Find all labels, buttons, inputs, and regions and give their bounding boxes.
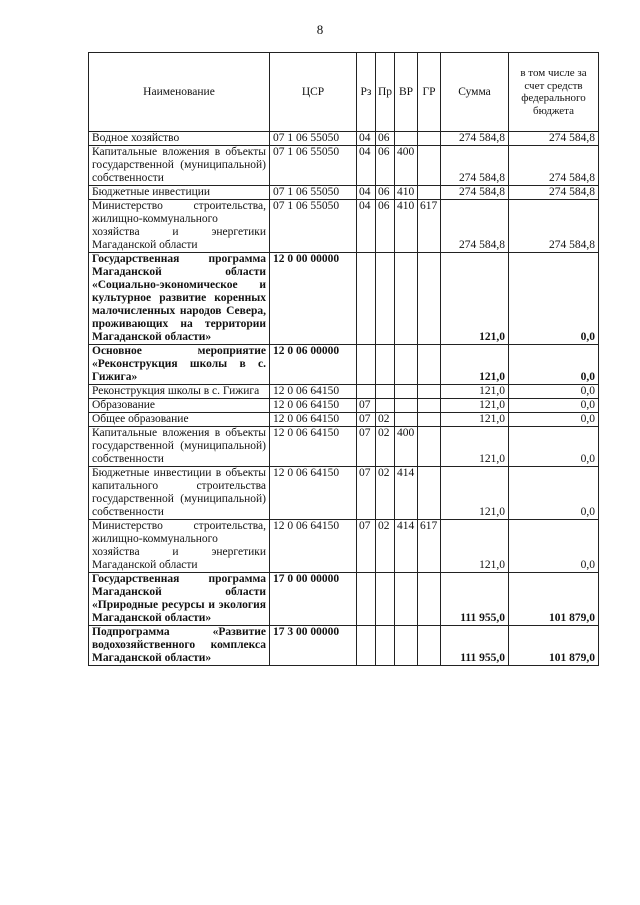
header-vr: ВР bbox=[395, 53, 418, 132]
table-body bbox=[89, 132, 599, 666]
cell-pr: 02 bbox=[376, 427, 395, 467]
cell-rz bbox=[357, 253, 376, 345]
cell-sum: 121,0 bbox=[441, 253, 509, 345]
cell-name: Капитальные вложения в объекты государственной (муниципальной) собственности bbox=[89, 427, 270, 467]
cell-fed: 0,0 bbox=[509, 399, 599, 413]
table-row bbox=[89, 573, 599, 626]
header-rz: Рз bbox=[357, 53, 376, 132]
cell-rz: 04 bbox=[357, 186, 376, 200]
cell-sum: 121,0 bbox=[441, 385, 509, 399]
cell-pr: 02 bbox=[376, 467, 395, 520]
cell-sum: 274 584,8 bbox=[441, 186, 509, 200]
cell-csr: 07 1 06 55050 bbox=[270, 146, 357, 186]
cell-csr: 12 0 06 64150 bbox=[270, 413, 357, 427]
cell-csr: 12 0 06 00000 bbox=[270, 345, 357, 385]
cell-rz: 04 bbox=[357, 132, 376, 146]
cell-pr: 02 bbox=[376, 413, 395, 427]
cell-gr bbox=[418, 573, 441, 626]
cell-fed: 0,0 bbox=[509, 345, 599, 385]
cell-gr bbox=[418, 626, 441, 666]
cell-rz bbox=[357, 626, 376, 666]
cell-gr bbox=[418, 345, 441, 385]
header-row bbox=[89, 53, 599, 132]
cell-sum: 121,0 bbox=[441, 413, 509, 427]
cell-vr: 410 bbox=[395, 200, 418, 253]
cell-rz bbox=[357, 573, 376, 626]
cell-vr bbox=[395, 253, 418, 345]
cell-sum: 121,0 bbox=[441, 467, 509, 520]
cell-pr: 06 bbox=[376, 132, 395, 146]
header-federal: в том числе за счет средств федерального бюджета bbox=[509, 53, 599, 132]
cell-name: Бюджетные инвестиции в объекты капитального строительства государственной (муниципальной) собственности bbox=[89, 467, 270, 520]
cell-name: Государственная программа Магаданской области «Социально-экономическое и культурное развитие коренных малочисленных народов Севера, проживающих на территории Магаданской области» bbox=[89, 253, 270, 345]
header-csr: ЦСР bbox=[270, 53, 357, 132]
cell-rz: 07 bbox=[357, 520, 376, 573]
cell-csr: 12 0 06 64150 bbox=[270, 467, 357, 520]
table-row bbox=[89, 427, 599, 467]
cell-fed: 101 879,0 bbox=[509, 573, 599, 626]
header-name: Наименование bbox=[89, 53, 270, 132]
table-row bbox=[89, 186, 599, 200]
cell-rz: 07 bbox=[357, 413, 376, 427]
cell-rz bbox=[357, 385, 376, 399]
cell-sum: 111 955,0 bbox=[441, 626, 509, 666]
cell-gr bbox=[418, 132, 441, 146]
cell-name: Водное хозяйство bbox=[89, 132, 270, 146]
table-row bbox=[89, 413, 599, 427]
cell-sum: 121,0 bbox=[441, 427, 509, 467]
cell-vr: 400 bbox=[395, 146, 418, 186]
table-row bbox=[89, 146, 599, 186]
cell-vr bbox=[395, 399, 418, 413]
table-row bbox=[89, 200, 599, 253]
cell-csr: 07 1 06 55050 bbox=[270, 132, 357, 146]
cell-pr: 06 bbox=[376, 186, 395, 200]
cell-pr: 06 bbox=[376, 146, 395, 186]
cell-sum: 121,0 bbox=[441, 345, 509, 385]
cell-rz: 07 bbox=[357, 427, 376, 467]
table-row bbox=[89, 253, 599, 345]
table-row bbox=[89, 345, 599, 385]
cell-pr bbox=[376, 385, 395, 399]
cell-gr bbox=[418, 186, 441, 200]
header-pr: Пр bbox=[376, 53, 395, 132]
cell-fed: 0,0 bbox=[509, 253, 599, 345]
cell-gr bbox=[418, 399, 441, 413]
cell-vr bbox=[395, 132, 418, 146]
cell-pr: 06 bbox=[376, 200, 395, 253]
cell-name: Государственная программа Магаданской области «Природные ресурсы и экология Магаданской области» bbox=[89, 573, 270, 626]
cell-gr: 617 bbox=[418, 200, 441, 253]
cell-gr bbox=[418, 467, 441, 520]
cell-rz: 07 bbox=[357, 399, 376, 413]
cell-sum: 274 584,8 bbox=[441, 146, 509, 186]
table-row bbox=[89, 385, 599, 399]
cell-name: Капитальные вложения в объекты государственной (муниципальной) собственности bbox=[89, 146, 270, 186]
cell-name: Министерство строительства, жилищно-коммунального хозяйства и энергетики Магаданской области bbox=[89, 520, 270, 573]
cell-name: Реконструкция школы в с. Гижига bbox=[89, 385, 270, 399]
cell-sum: 121,0 bbox=[441, 520, 509, 573]
cell-fed: 274 584,8 bbox=[509, 132, 599, 146]
cell-gr bbox=[418, 413, 441, 427]
cell-csr: 12 0 06 64150 bbox=[270, 427, 357, 467]
cell-fed: 274 584,8 bbox=[509, 200, 599, 253]
cell-fed: 0,0 bbox=[509, 385, 599, 399]
cell-csr: 12 0 06 64150 bbox=[270, 385, 357, 399]
table-row bbox=[89, 132, 599, 146]
cell-pr bbox=[376, 253, 395, 345]
cell-gr: 617 bbox=[418, 520, 441, 573]
table-row bbox=[89, 520, 599, 573]
page-number: 8 bbox=[316, 22, 324, 37]
cell-sum: 274 584,8 bbox=[441, 200, 509, 253]
cell-rz: 04 bbox=[357, 200, 376, 253]
cell-vr bbox=[395, 573, 418, 626]
cell-sum: 274 584,8 bbox=[441, 132, 509, 146]
cell-pr: 02 bbox=[376, 520, 395, 573]
cell-vr bbox=[395, 385, 418, 399]
cell-csr: 17 3 00 00000 bbox=[270, 626, 357, 666]
table-row bbox=[89, 467, 599, 520]
cell-gr bbox=[418, 146, 441, 186]
cell-gr bbox=[418, 427, 441, 467]
cell-name: Общее образование bbox=[89, 413, 270, 427]
cell-name: Бюджетные инвестиции bbox=[89, 186, 270, 200]
cell-vr: 400 bbox=[395, 427, 418, 467]
cell-sum: 121,0 bbox=[441, 399, 509, 413]
cell-fed: 274 584,8 bbox=[509, 146, 599, 186]
cell-name: Министерство строительства, жилищно-коммунального хозяйства и энергетики Магаданской области bbox=[89, 200, 270, 253]
cell-pr bbox=[376, 626, 395, 666]
cell-gr bbox=[418, 253, 441, 345]
cell-vr bbox=[395, 345, 418, 385]
cell-name: Подпрограмма «Развитие водохозяйственного комплекса Магаданской области» bbox=[89, 626, 270, 666]
cell-sum: 111 955,0 bbox=[441, 573, 509, 626]
header-sum: Сумма bbox=[441, 53, 509, 132]
cell-csr: 07 1 06 55050 bbox=[270, 186, 357, 200]
cell-vr: 414 bbox=[395, 467, 418, 520]
cell-csr: 07 1 06 55050 bbox=[270, 200, 357, 253]
cell-pr bbox=[376, 345, 395, 385]
header-gr: ГР bbox=[418, 53, 441, 132]
cell-rz: 04 bbox=[357, 146, 376, 186]
cell-fed: 0,0 bbox=[509, 520, 599, 573]
cell-gr bbox=[418, 385, 441, 399]
cell-vr bbox=[395, 413, 418, 427]
cell-csr: 12 0 06 64150 bbox=[270, 399, 357, 413]
cell-fed: 274 584,8 bbox=[509, 186, 599, 200]
cell-fed: 101 879,0 bbox=[509, 626, 599, 666]
cell-vr bbox=[395, 626, 418, 666]
cell-csr: 12 0 00 00000 bbox=[270, 253, 357, 345]
table-row bbox=[89, 399, 599, 413]
cell-rz: 07 bbox=[357, 467, 376, 520]
cell-vr: 414 bbox=[395, 520, 418, 573]
cell-fed: 0,0 bbox=[509, 467, 599, 520]
cell-csr: 12 0 06 64150 bbox=[270, 520, 357, 573]
cell-name: Основное мероприятие «Реконструкция школы в с. Гижига» bbox=[89, 345, 270, 385]
budget-table bbox=[88, 52, 599, 666]
table-row bbox=[89, 626, 599, 666]
cell-fed: 0,0 bbox=[509, 427, 599, 467]
cell-fed: 0,0 bbox=[509, 413, 599, 427]
cell-rz bbox=[357, 345, 376, 385]
cell-pr bbox=[376, 573, 395, 626]
cell-csr: 17 0 00 00000 bbox=[270, 573, 357, 626]
cell-pr bbox=[376, 399, 395, 413]
cell-name: Образование bbox=[89, 399, 270, 413]
cell-vr: 410 bbox=[395, 186, 418, 200]
